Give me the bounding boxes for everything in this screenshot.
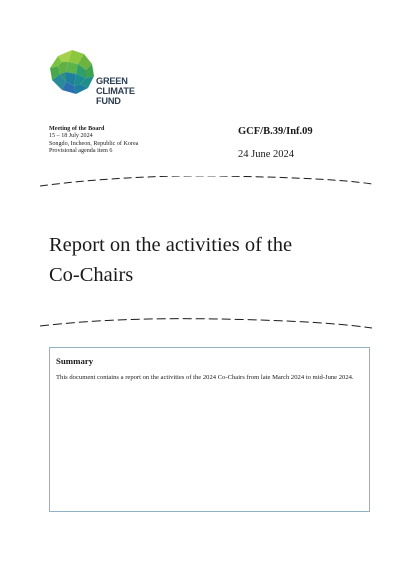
bottom-wave-divider — [40, 316, 372, 330]
document-date: 24 June 2024 — [238, 149, 294, 160]
summary-box — [49, 347, 370, 512]
meeting-dates: 15 – 18 July 2024 — [49, 133, 93, 140]
meeting-agenda: Provisional agenda item 6 — [49, 148, 113, 155]
logo-line-1: GREEN — [96, 76, 128, 86]
report-title-line-2: Co-Chairs — [49, 264, 134, 286]
meeting-heading: Meeting of the Board — [49, 126, 105, 132]
logo-wordmark — [96, 76, 135, 106]
meeting-info — [49, 126, 138, 156]
document-reference: GCF/B.39/Inf.09 — [238, 126, 313, 137]
logo-line-3: FUND — [96, 96, 121, 106]
top-wave-divider — [40, 176, 372, 190]
report-title — [49, 230, 369, 290]
green-globe-logo-icon — [48, 48, 96, 96]
meeting-location: Songdo, Incheon, Republic of Korea — [49, 140, 139, 147]
report-title-line-1: Report on the activities of the — [49, 234, 293, 256]
gcf-logo — [48, 48, 148, 110]
summary-heading: Summary — [56, 356, 94, 366]
summary-text: This document contains a report on the activities of the 2024 Co-Chairs from late March 2024 to mid-June 2024. — [56, 374, 354, 381]
logo-line-2: CLIMATE — [96, 86, 135, 96]
